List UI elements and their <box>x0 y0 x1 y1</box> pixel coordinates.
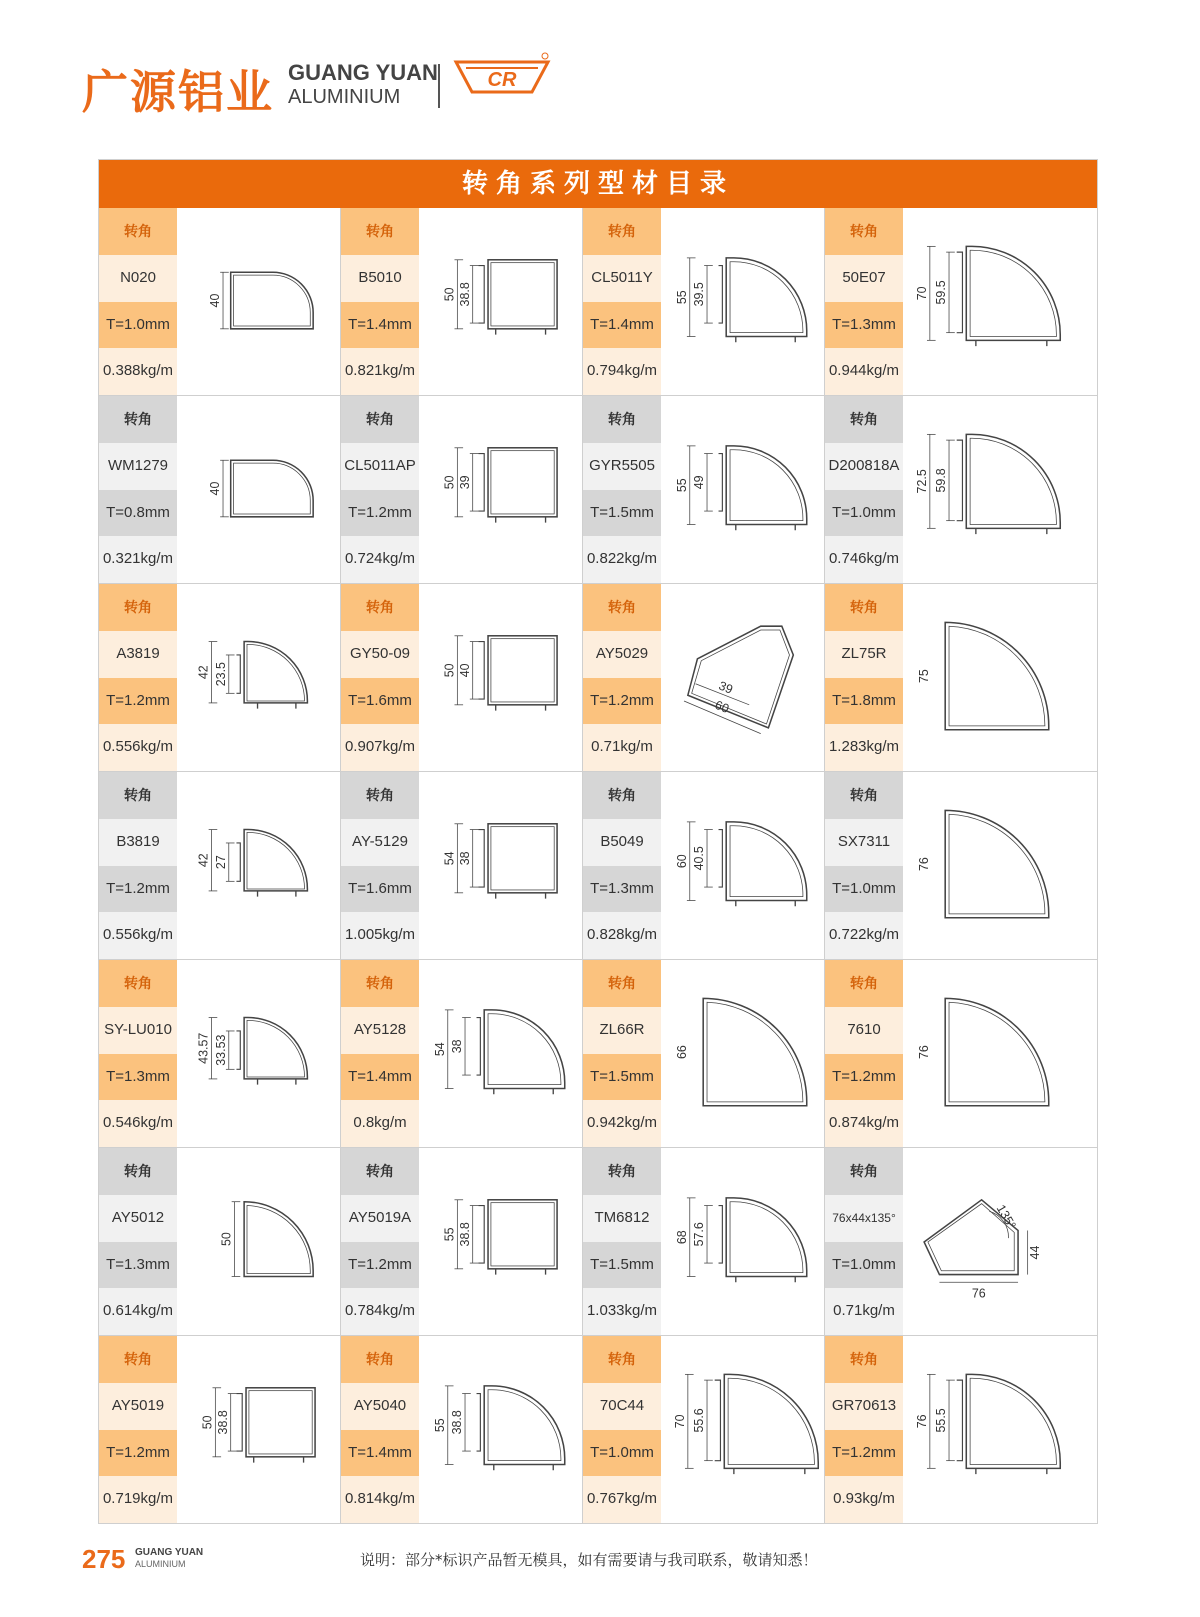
catalog-row <box>99 584 1097 772</box>
profile-card <box>341 584 583 771</box>
profile-thickness: T=1.2mm <box>341 1242 419 1289</box>
profile-weight: 0.388kg/m <box>99 348 177 395</box>
profile-weight: 0.321kg/m <box>99 536 177 583</box>
dimension-label: 55 <box>674 478 689 493</box>
profile-weight: 0.794kg/m <box>583 348 661 395</box>
dimension-label: 40.5 <box>692 846 707 871</box>
dimension-label: 40 <box>457 663 472 678</box>
profile-drawing <box>661 1336 824 1523</box>
profile-category: 转角 <box>583 208 661 255</box>
dimension-label: 38.8 <box>457 282 472 307</box>
profile-code: ZL66R <box>583 1007 661 1054</box>
profile-card <box>825 584 1067 771</box>
dimension-label: 40 <box>208 293 223 308</box>
profile-code: B3819 <box>99 819 177 866</box>
dimension-label: 38.8 <box>450 1410 465 1435</box>
profile-code: TM6812 <box>583 1195 661 1242</box>
profile-weight: 0.828kg/m <box>583 912 661 959</box>
profile-thickness: T=1.3mm <box>583 866 661 913</box>
profile-thickness: T=1.5mm <box>583 1242 661 1289</box>
profile-section-icon <box>177 396 340 583</box>
profile-code: AY5019 <box>99 1383 177 1430</box>
profile-card <box>99 1336 341 1523</box>
profile-card <box>825 396 1067 583</box>
profile-weight: 0.71kg/m <box>583 724 661 771</box>
profile-weight: 0.719kg/m <box>99 1476 177 1523</box>
profile-category: 转角 <box>825 772 903 819</box>
profile-section-icon <box>661 396 824 583</box>
profile-drawing <box>177 960 340 1147</box>
catalog-row <box>99 208 1097 396</box>
profile-weight: 0.93kg/m <box>825 1476 903 1523</box>
profile-thickness: T=1.0mm <box>99 302 177 349</box>
profile-section-icon <box>903 1336 1066 1523</box>
profile-category: 转角 <box>583 396 661 443</box>
profile-section-icon <box>661 208 824 395</box>
profile-thickness: T=1.3mm <box>99 1054 177 1101</box>
dimension-label: 39 <box>716 678 735 697</box>
profile-thickness: T=1.0mm <box>825 866 903 913</box>
dimension-label: 59.8 <box>934 468 949 493</box>
profile-drawing <box>419 584 582 771</box>
profile-info <box>825 960 903 1147</box>
profile-weight: 0.746kg/m <box>825 536 903 583</box>
profile-code: B5049 <box>583 819 661 866</box>
profile-weight: 0.71kg/m <box>825 1288 903 1335</box>
profile-code: GY50-09 <box>341 631 419 678</box>
profile-weight: 0.546kg/m <box>99 1100 177 1147</box>
profile-drawing <box>903 208 1066 395</box>
brand-logo-icon <box>452 52 552 102</box>
dimension-label: 75 <box>916 669 931 683</box>
profile-code: CL5011AP <box>341 443 419 490</box>
profile-code: N020 <box>99 255 177 302</box>
profile-drawing <box>419 772 582 959</box>
profile-drawing <box>419 960 582 1147</box>
dimension-label: 76 <box>915 1414 930 1429</box>
profile-code: B5010 <box>341 255 419 302</box>
profile-code: GYR5505 <box>583 443 661 490</box>
profile-section-icon <box>419 1148 582 1335</box>
dimension-label: 60 <box>712 697 731 716</box>
catalog-row <box>99 960 1097 1148</box>
profile-drawing <box>177 208 340 395</box>
profile-info <box>99 584 177 771</box>
profile-info <box>583 584 661 771</box>
profile-info <box>825 1336 903 1523</box>
profile-thickness: T=1.2mm <box>99 866 177 913</box>
profile-code: WM1279 <box>99 443 177 490</box>
profile-weight: 0.874kg/m <box>825 1100 903 1147</box>
profile-drawing <box>903 960 1066 1147</box>
dimension-label: 54 <box>442 851 457 866</box>
dimension-label: 54 <box>432 1042 447 1057</box>
profile-info <box>341 208 419 395</box>
dimension-label: 38.8 <box>215 1410 230 1435</box>
profile-drawing <box>661 1148 824 1335</box>
profile-section-icon <box>177 772 340 959</box>
profile-info <box>341 584 419 771</box>
profile-section-icon <box>419 1336 582 1523</box>
dimension-label: 50 <box>442 475 457 490</box>
profile-drawing <box>177 584 340 771</box>
profile-code: AY5029 <box>583 631 661 678</box>
dimension-label: 42 <box>196 665 211 680</box>
dimension-label: 76 <box>916 857 931 871</box>
profile-section-icon <box>661 584 824 771</box>
profile-category: 转角 <box>341 1336 419 1383</box>
profile-thickness: T=1.4mm <box>341 1430 419 1477</box>
profile-weight: 1.283kg/m <box>825 724 903 771</box>
profile-info <box>341 772 419 959</box>
profile-section-icon <box>419 960 582 1147</box>
profile-card <box>583 584 825 771</box>
profile-category: 转角 <box>825 208 903 255</box>
profile-weight: 0.944kg/m <box>825 348 903 395</box>
profile-card <box>341 772 583 959</box>
footer-note: 说明：部分*标识产品暂无模具，如有需要请与我司联系，敬请知悉！ <box>360 1551 818 1569</box>
profile-category: 转角 <box>341 396 419 443</box>
profile-weight: 0.556kg/m <box>99 724 177 771</box>
profile-code: AY5012 <box>99 1195 177 1242</box>
profile-drawing <box>903 772 1066 959</box>
profile-thickness: T=1.2mm <box>99 678 177 725</box>
profile-info <box>99 1336 177 1523</box>
profile-weight: 0.907kg/m <box>341 724 419 771</box>
profile-section-icon <box>903 584 1066 771</box>
profile-section-icon <box>661 960 824 1147</box>
profile-category: 转角 <box>99 396 177 443</box>
profile-card <box>825 960 1067 1147</box>
profile-code: GR70613 <box>825 1383 903 1430</box>
profile-thickness: T=1.4mm <box>341 1054 419 1101</box>
profile-category: 转角 <box>99 1336 177 1383</box>
profile-catalog <box>98 159 1098 1524</box>
profile-code: CL5011Y <box>583 255 661 302</box>
profile-drawing <box>903 584 1066 771</box>
profile-code: AY-5129 <box>341 819 419 866</box>
profile-card <box>341 1336 583 1523</box>
profile-weight: 0.942kg/m <box>583 1100 661 1147</box>
profile-drawing <box>419 1336 582 1523</box>
profile-card <box>825 1148 1067 1335</box>
profile-info <box>99 772 177 959</box>
profile-weight: 0.556kg/m <box>99 912 177 959</box>
profile-thickness: T=1.2mm <box>583 678 661 725</box>
profile-drawing <box>661 960 824 1147</box>
profile-thickness: T=1.4mm <box>583 302 661 349</box>
profile-category: 转角 <box>825 584 903 631</box>
dimension-label: 55.6 <box>692 1408 707 1433</box>
profile-weight: 1.033kg/m <box>583 1288 661 1335</box>
profile-card <box>341 208 583 395</box>
dimension-label: 55 <box>432 1418 447 1433</box>
logo-text: CR <box>487 69 517 91</box>
dimension-label: 76 <box>971 1286 986 1301</box>
profile-category: 转角 <box>341 584 419 631</box>
profile-weight: 0.784kg/m <box>341 1288 419 1335</box>
dimension-label: 39.5 <box>692 282 707 307</box>
profile-card <box>583 1336 825 1523</box>
profile-card <box>99 1148 341 1335</box>
profile-weight: 0.614kg/m <box>99 1288 177 1335</box>
profile-card <box>825 772 1067 959</box>
profile-code: SY-LU010 <box>99 1007 177 1054</box>
profile-card <box>583 208 825 395</box>
profile-category: 转角 <box>341 772 419 819</box>
profile-card <box>341 1148 583 1335</box>
profile-card <box>99 208 341 395</box>
dimension-label: 50 <box>442 287 457 302</box>
dimension-label: 57.6 <box>692 1222 707 1247</box>
profile-category: 转角 <box>825 960 903 1007</box>
profile-drawing <box>419 396 582 583</box>
profile-weight: 0.724kg/m <box>341 536 419 583</box>
profile-section-icon <box>903 960 1066 1147</box>
profile-section-icon <box>903 208 1066 395</box>
dimension-label: 42 <box>196 853 211 868</box>
profile-thickness: T=1.2mm <box>99 1430 177 1477</box>
profile-drawing <box>661 584 824 771</box>
profile-thickness: T=1.3mm <box>825 302 903 349</box>
profile-info <box>99 208 177 395</box>
profile-info <box>825 584 903 771</box>
dimension-label: 50 <box>219 1232 234 1247</box>
profile-drawing <box>177 1336 340 1523</box>
profile-card <box>583 960 825 1147</box>
catalog-row <box>99 1336 1097 1524</box>
profile-card <box>99 772 341 959</box>
dimension-label: 135° <box>993 1202 1019 1232</box>
profile-card <box>341 960 583 1147</box>
profile-category: 转角 <box>99 960 177 1007</box>
dimension-label: 66 <box>674 1045 689 1059</box>
profile-weight: 1.005kg/m <box>341 912 419 959</box>
profile-info <box>583 960 661 1147</box>
profile-weight: 0.821kg/m <box>341 348 419 395</box>
profile-thickness: T=1.5mm <box>583 490 661 537</box>
profile-section-icon <box>903 772 1066 959</box>
profile-card <box>583 396 825 583</box>
dimension-label: 55.5 <box>934 1408 949 1433</box>
profile-info <box>583 396 661 583</box>
profile-section-icon <box>661 772 824 959</box>
profile-section-icon <box>661 1336 824 1523</box>
profile-category: 转角 <box>99 1148 177 1195</box>
profile-weight: 0.767kg/m <box>583 1476 661 1523</box>
profile-info <box>825 208 903 395</box>
profile-code: SX7311 <box>825 819 903 866</box>
profile-info <box>825 1148 903 1335</box>
profile-category: 转角 <box>341 1148 419 1195</box>
dimension-label: 38 <box>450 1039 465 1054</box>
profile-thickness: T=1.4mm <box>341 302 419 349</box>
profile-drawing <box>903 396 1066 583</box>
profile-drawing <box>903 1148 1066 1335</box>
profile-category: 转角 <box>583 772 661 819</box>
profile-thickness: T=1.6mm <box>341 678 419 725</box>
profile-drawing <box>177 1148 340 1335</box>
dimension-label: 68 <box>674 1230 689 1245</box>
profile-thickness: T=1.6mm <box>341 866 419 913</box>
profile-card <box>825 1336 1067 1523</box>
profile-category: 转角 <box>99 208 177 255</box>
profile-card <box>99 960 341 1147</box>
catalog-row <box>99 396 1097 584</box>
dimension-label: 23.5 <box>213 662 228 687</box>
profile-weight: 0.822kg/m <box>583 536 661 583</box>
profile-section-icon <box>177 1336 340 1523</box>
profile-info <box>583 208 661 395</box>
dimension-label: 50 <box>200 1415 215 1430</box>
profile-drawing <box>903 1336 1066 1523</box>
profile-category: 转角 <box>825 1336 903 1383</box>
profile-section-icon <box>903 1148 1066 1335</box>
profile-thickness: T=1.2mm <box>825 1430 903 1477</box>
profile-info <box>99 396 177 583</box>
profile-code: AY5128 <box>341 1007 419 1054</box>
dimension-label: 55 <box>674 290 689 305</box>
profile-section-icon <box>419 208 582 395</box>
profile-drawing <box>419 1148 582 1335</box>
dimension-label: 70 <box>673 1414 688 1429</box>
profile-category: 转角 <box>341 960 419 1007</box>
profile-code: 50E07 <box>825 255 903 302</box>
profile-thickness: T=1.2mm <box>825 1054 903 1101</box>
profile-section-icon <box>419 396 582 583</box>
dimension-label: 76 <box>916 1045 931 1059</box>
profile-code: AY5019A <box>341 1195 419 1242</box>
profile-section-icon <box>177 584 340 771</box>
profile-info <box>583 1148 661 1335</box>
profile-code: ZL75R <box>825 631 903 678</box>
profile-thickness: T=1.5mm <box>583 1054 661 1101</box>
header-divider <box>438 64 440 108</box>
dimension-label: 40 <box>208 481 223 496</box>
catalog-grid <box>99 208 1097 1524</box>
dimension-label: 60 <box>674 854 689 869</box>
dimension-label: 72.5 <box>915 469 930 494</box>
dimension-label: 49 <box>692 475 707 490</box>
profile-drawing <box>661 208 824 395</box>
profile-section-icon <box>419 584 582 771</box>
profile-category: 转角 <box>825 396 903 443</box>
profile-thickness: T=0.8mm <box>99 490 177 537</box>
dimension-label: 59.5 <box>934 280 949 305</box>
profile-thickness: T=1.3mm <box>99 1242 177 1289</box>
profile-info <box>341 960 419 1147</box>
profile-category: 转角 <box>825 1148 903 1195</box>
profile-section-icon <box>177 1148 340 1335</box>
dimension-label: 33.53 <box>213 1034 228 1066</box>
page-number: 275 <box>82 1544 126 1574</box>
catalog-row <box>99 1148 1097 1336</box>
profile-code: D200818A <box>825 443 903 490</box>
profile-drawing <box>419 208 582 395</box>
profile-thickness: T=1.0mm <box>583 1430 661 1477</box>
footer-brand: GUANG YUAN <box>135 1547 204 1558</box>
profile-info <box>99 1148 177 1335</box>
catalog-row <box>99 772 1097 960</box>
profile-drawing <box>661 772 824 959</box>
profile-info <box>583 1336 661 1523</box>
profile-weight: 0.8kg/m <box>341 1100 419 1147</box>
profile-category: 转角 <box>583 1148 661 1195</box>
profile-category: 转角 <box>99 584 177 631</box>
profile-drawing <box>661 396 824 583</box>
catalog-title: 转角系列型材目录 <box>99 160 1097 208</box>
profile-drawing <box>177 772 340 959</box>
profile-code: AY5040 <box>341 1383 419 1430</box>
profile-code: A3819 <box>99 631 177 678</box>
dimension-label: 38.8 <box>457 1222 472 1247</box>
profile-thickness: T=1.2mm <box>341 490 419 537</box>
dimension-label: 70 <box>915 286 930 301</box>
profile-category: 转角 <box>583 1336 661 1383</box>
profile-card <box>583 1148 825 1335</box>
profile-card <box>99 584 341 771</box>
profile-section-icon <box>661 1148 824 1335</box>
profile-info <box>341 396 419 583</box>
dimension-label: 43.57 <box>196 1032 211 1064</box>
profile-weight: 0.814kg/m <box>341 1476 419 1523</box>
header <box>82 52 602 119</box>
profile-code: 76x44x135° <box>825 1195 903 1242</box>
profile-category: 转角 <box>583 960 661 1007</box>
profile-card <box>99 396 341 583</box>
dimension-label: 38 <box>457 851 472 866</box>
profile-info <box>341 1336 419 1523</box>
profile-category: 转角 <box>583 584 661 631</box>
profile-category: 转角 <box>99 772 177 819</box>
profile-code: 7610 <box>825 1007 903 1054</box>
dimension-label: 44 <box>1028 1245 1043 1260</box>
profile-card <box>341 396 583 583</box>
profile-thickness: T=1.0mm <box>825 490 903 537</box>
profile-category: 转角 <box>341 208 419 255</box>
profile-thickness: T=1.0mm <box>825 1242 903 1289</box>
dimension-label: 50 <box>442 663 457 678</box>
profile-section-icon <box>177 208 340 395</box>
profile-info <box>825 396 903 583</box>
profile-card <box>825 208 1067 395</box>
profile-section-icon <box>177 960 340 1147</box>
profile-section-icon <box>419 772 582 959</box>
profile-info <box>99 960 177 1147</box>
brand-subtitle-en: ALUMINIUM <box>288 86 401 108</box>
footer-brand-sub: ALUMINIUM <box>135 1559 186 1569</box>
dimension-label: 55 <box>442 1227 457 1242</box>
profile-section-icon <box>903 396 1066 583</box>
profile-info <box>825 772 903 959</box>
profile-code: 70C44 <box>583 1383 661 1430</box>
dimension-label: 27 <box>213 855 228 870</box>
profile-card <box>583 772 825 959</box>
brand-name-en: GUANG YUAN <box>288 60 438 85</box>
profile-info <box>583 772 661 959</box>
brand-name-cn: 广源铝业 <box>82 65 274 119</box>
profile-drawing <box>177 396 340 583</box>
dimension-label: 39 <box>457 475 472 490</box>
profile-weight: 0.722kg/m <box>825 912 903 959</box>
profile-thickness: T=1.8mm <box>825 678 903 725</box>
profile-info <box>341 1148 419 1335</box>
